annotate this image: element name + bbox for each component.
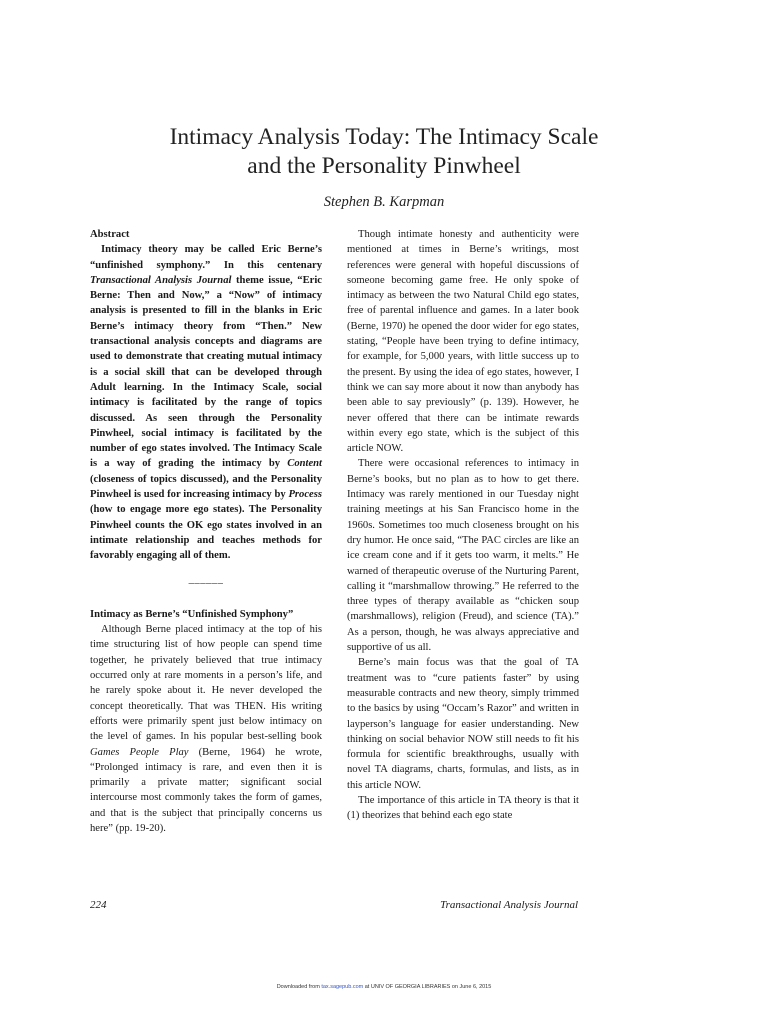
- right-paragraph-3: Berne’s main focus was that the goal of TA treatment was to “cure patients faster” by using measurable contracts and new theory, simply trimmed to the basics by using “Occam’s Razor” and written in layperson’s language for easier understanding. New thinking on social behavior NOW still needs to fit his formula for scientific breakthroughs, usually with novel TA diagrams, charts, formulas, and lists, as in this article NOW.: [347, 657, 579, 791]
- right-paragraph-4: The importance of this article in TA theory is that it (1) theorizes that behind each ego state: [347, 794, 579, 822]
- paragraph-text-1: Although Berne placed intimacy at the top of his time structuring list of how people can spend time together, he privately believed that true intimacy occurred only at rare moments in a person’s life, and he rarely spoke about it. He never developed the concept theoretically. That was THEN. His writing efforts were primarily spent just below intimacy on the level of games. In his popular best-selling book: [90, 624, 322, 743]
- abstract: [90, 227, 322, 564]
- section-separator: ______: [188, 573, 224, 585]
- abstract-term-content: Content: [287, 458, 322, 470]
- download-link[interactable]: tax.sagepub.com: [321, 984, 364, 990]
- section-paragraph: [90, 622, 322, 836]
- right-paragraph-1: Though intimate honesty and authenticity were mentioned at times in Berne’s writings, most references were general with hopeful discussions of someone becoming game free. He only spoke of intimacy as between the two Natural Child ego states, free of parental influence and games. In a later book (Berne, 1970) he opened the door wider for ego states, stating, “People have been trying to define intimacy, for example, for 5,000 years, with little success up to the present. By using the idea of ego states, however, I think we can say more about it now than anybody has been able to say previously” (p. 139). However, he never offered that there can be intimate rewards within every ego state, which is the subject of this article NOW.: [347, 229, 579, 455]
- abstract-text-1: Intimacy theory may be called Eric Berne’s “unfinished symphony.” In this centenary: [90, 244, 322, 271]
- download-prefix: Downloaded from: [276, 984, 322, 990]
- paragraph-text-2: (Berne, 1964) he wrote, “Prolonged intimacy is rare, and even then it is primarily a private matter; significant social intercourse most commonly takes the form of games, and that is the subject that principally concerns us here” (pp. 19-20).: [90, 746, 322, 834]
- download-notice: [0, 984, 768, 990]
- download-suffix: at UNIV OF GEORGIA LIBRARIES on June 6, 2015: [363, 984, 492, 990]
- author-name: Stephen B. Karpman: [323, 194, 445, 210]
- abstract-text-2: theme issue, “Eric Berne: Then and Now,” a “Now” of intimacy analysis is presented to fill in the blanks in Eric Berne’s intimacy theory from “Then.” New transactional analysis concepts and diagrams are used to demonstrate that creating mutual intimacy is a social skill that can be developed through Adult learning. In the Intimacy Scale, social intimacy is facilitated by the range of topics discussed. As seen through the Personality Pinwheel, social intimacy is facilitated by the number of ego states involved. The Intimacy Scale is a way of grading the intimacy by: [90, 274, 322, 470]
- abstract-term-process: Process: [288, 489, 322, 501]
- title-line-1: Intimacy Analysis Today: The Intimacy Scale: [169, 124, 599, 150]
- article-title: [90, 123, 678, 181]
- book-title-games-people-play: Games People Play: [90, 746, 189, 758]
- section-heading: Intimacy as Berne’s “Unfinished Symphony”: [90, 608, 294, 620]
- abstract-text-3: (closeness of topics discussed), and the Personality Pinwheel is used for increasing intimacy by: [90, 473, 322, 501]
- title-line-2: and the Personality Pinwheel: [247, 153, 521, 179]
- abstract-heading: Abstract: [90, 229, 130, 240]
- journal-name-footer: Transactional Analysis Journal: [440, 899, 578, 911]
- page-number: 224: [90, 899, 107, 911]
- right-column: [347, 227, 579, 824]
- left-column: [90, 227, 322, 836]
- abstract-body: [90, 242, 322, 563]
- abstract-text-4: (how to engage more ego states). The Personality Pinwheel counts the OK ego states involved in an intimate relationship and teaches methods for favorably engaging all of them.: [90, 504, 322, 562]
- right-paragraph-2: There were occasional references to intimacy in Berne’s books, but no plan as to how to get there. Intimacy was rarely mentioned in our Tuesday night training meetings at his San Francisco home in the 1960s. Sometimes too much closeness brought on his dry humor. He once said, “The PAC circles are like an ice cream cone and if it gets too warm, it melts.” He warned of therapeutic overuse of the Nurturing Parent, calling it “marshmallow throwing.” He referred to the three types of therapy available as “chicken soup (marshmallows), religion (Freud), and science (TA).” As a person, though, he was always appreciative and supportive of us all.: [347, 458, 579, 654]
- abstract-journal-name: Transactional Analysis Journal: [90, 274, 232, 286]
